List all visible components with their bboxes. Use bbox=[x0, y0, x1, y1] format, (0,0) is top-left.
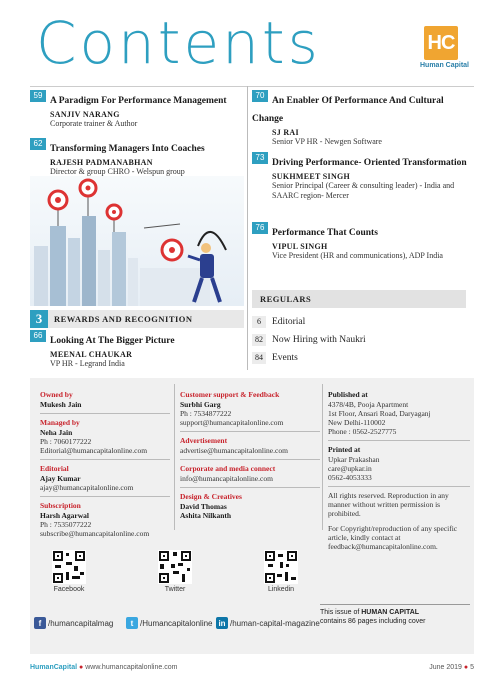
qr-label-twitter: Twitter bbox=[164, 586, 186, 593]
author-name: SJ RAI bbox=[272, 128, 299, 137]
issue-note bbox=[320, 604, 470, 626]
toc-item-76[interactable] bbox=[252, 222, 470, 261]
support-email[interactable]: support@humancapitalonline.com bbox=[180, 418, 284, 427]
regulars-header: REGULARS bbox=[252, 290, 466, 308]
page-number: 76 bbox=[252, 222, 268, 234]
corp-email[interactable]: info@humancapitalonline.com bbox=[180, 474, 273, 483]
subscription-heading: Subscription bbox=[40, 501, 81, 510]
social-linkedin[interactable] bbox=[216, 617, 320, 629]
archer-illustration bbox=[30, 176, 244, 306]
author-role: Director & group CHRO - Welspun group bbox=[50, 167, 185, 176]
author-role: Senior Principal (Career & consulting leader) - India and SAARC region- Mercer bbox=[272, 181, 455, 200]
toc-item-73[interactable] bbox=[252, 152, 470, 201]
page-number: 66 bbox=[30, 330, 46, 342]
column-divider bbox=[247, 86, 248, 370]
regular-label: Editorial bbox=[272, 317, 306, 327]
footer-page-number: 5 bbox=[470, 664, 474, 671]
page-number: 84 bbox=[252, 352, 266, 364]
author-name: RAJESH PADMANABHAN bbox=[50, 158, 153, 167]
footer-brand: HumanCapital bbox=[30, 664, 78, 671]
section-label: REWARDS AND RECOGNITION bbox=[54, 314, 193, 324]
editorial-name: Ajay Kumar bbox=[40, 474, 81, 483]
rewards-section[interactable] bbox=[30, 310, 244, 328]
support-name: Surbhi Garg bbox=[180, 400, 221, 409]
published-phone: Phone : 0562-2527775 bbox=[328, 427, 397, 436]
qr-code-twitter[interactable] bbox=[158, 550, 192, 584]
managed-email[interactable]: Editorial@humancapitalonline.com bbox=[40, 446, 148, 455]
regular-label: Events bbox=[272, 353, 298, 363]
logo-text: Human Capital bbox=[420, 62, 470, 69]
masthead-col-1 bbox=[40, 390, 170, 542]
masthead-col-2 bbox=[180, 390, 320, 524]
article-title: A Paradigm For Performance Management bbox=[50, 96, 227, 106]
regular-item-editorial[interactable] bbox=[252, 316, 305, 328]
page-number: 62 bbox=[30, 138, 46, 150]
regular-label: Now Hiring with Naukri bbox=[272, 335, 366, 345]
page-number: 82 bbox=[252, 334, 266, 346]
masthead-col-3 bbox=[328, 390, 470, 555]
author-role: VP HR - Legrand India bbox=[50, 359, 125, 368]
article-title: Transforming Managers Into Coaches bbox=[50, 144, 205, 154]
published-line-2: 1st Floor, Ansari Road, Daryaganj bbox=[328, 409, 431, 418]
article-title: An Enabler Of Performance And Cultural Change bbox=[252, 96, 444, 124]
facebook-icon: f bbox=[34, 617, 46, 629]
editorial-email[interactable]: ajay@humancapitalonline.com bbox=[40, 483, 134, 492]
toc-item-59[interactable] bbox=[30, 90, 244, 129]
author-name: VIPUL SINGH bbox=[272, 242, 328, 251]
subscription-phone: Ph : 7535077222 bbox=[40, 520, 92, 529]
qr-label-facebook: Facebook bbox=[53, 586, 85, 593]
editorial-heading: Editorial bbox=[40, 464, 69, 473]
column-separator bbox=[174, 384, 175, 530]
qr-code-facebook[interactable] bbox=[52, 550, 86, 584]
footer-site[interactable]: www.humancapitalonline.com bbox=[85, 664, 178, 671]
note-prefix: This issue of bbox=[320, 609, 362, 616]
social-facebook[interactable] bbox=[34, 617, 113, 629]
published-heading: Published at bbox=[328, 390, 368, 399]
printed-heading: Printed at bbox=[328, 445, 361, 454]
page-title: Contents bbox=[36, 9, 321, 77]
note-brand: HUMAN CAPITAL bbox=[361, 609, 420, 616]
author-name: SUKHMEET SINGH bbox=[272, 172, 351, 181]
page-number: 59 bbox=[30, 90, 46, 102]
logo-mark: HC bbox=[427, 31, 455, 54]
page-number: 70 bbox=[252, 90, 268, 102]
article-title: Performance That Counts bbox=[272, 228, 378, 238]
author-name: SANJIV NARANG bbox=[50, 110, 120, 119]
regular-item-events[interactable] bbox=[252, 352, 298, 364]
owned-name: Mukesh Jain bbox=[40, 400, 82, 409]
owned-heading: Owned by bbox=[40, 390, 73, 399]
author-role: Senior VP HR - Newgen Software bbox=[272, 137, 382, 146]
social-handle: /humancapitalmag bbox=[48, 618, 114, 628]
design-heading: Design & Creatives bbox=[180, 492, 242, 501]
page-number: 6 bbox=[252, 316, 266, 328]
column-separator bbox=[322, 384, 323, 530]
note-suffix: contains 86 pages including cover bbox=[320, 618, 426, 625]
corp-heading: Corporate and media connect bbox=[180, 464, 276, 473]
page-footer: HumanCapital ● www.humancapitalonline.com June 2019 ● 5 bbox=[30, 664, 474, 671]
social-handle: /human-capital-magazine bbox=[230, 618, 320, 628]
illustration-graphic bbox=[30, 176, 244, 306]
author-role: Vice President (HR and communications), ADP India bbox=[272, 251, 443, 260]
hc-logo bbox=[424, 26, 458, 60]
social-twitter[interactable] bbox=[126, 617, 213, 629]
design-name-1: David Thomas bbox=[180, 502, 227, 511]
twitter-icon: t bbox=[126, 617, 138, 629]
design-name-2: Ashita Nilkanth bbox=[180, 511, 232, 520]
subscription-name: Harsh Agarwal bbox=[40, 511, 89, 520]
support-heading: Customer support & Feedback bbox=[180, 390, 280, 399]
managed-phone: Ph : 7060177222 bbox=[40, 437, 92, 446]
divider bbox=[30, 86, 474, 87]
author-role: Corporate trainer & Author bbox=[50, 119, 138, 128]
advert-heading: Advertisement bbox=[180, 436, 228, 445]
qr-code-linkedin[interactable] bbox=[264, 550, 298, 584]
printed-phone: 0562-4053333 bbox=[328, 473, 372, 482]
advert-email[interactable]: advertise@humancapitalonline.com bbox=[180, 446, 288, 455]
rights-text: All rights reserved. Reproduction in any manner without written permission is prohibited. bbox=[328, 491, 449, 518]
qr-label-linkedin: Linkedin bbox=[267, 586, 295, 593]
author-name: MEENAL CHAUKAR bbox=[50, 350, 133, 359]
managed-heading: Managed by bbox=[40, 418, 80, 427]
published-line-1: 4378/4B, Pooja Apartment bbox=[328, 400, 409, 409]
page-number: 73 bbox=[252, 152, 268, 164]
article-title: Looking At The Bigger Picture bbox=[50, 336, 175, 346]
toc-item-70[interactable] bbox=[252, 90, 470, 147]
subscription-email[interactable]: subscribe@humancapitalonline.com bbox=[40, 529, 150, 538]
regular-item-naukri[interactable] bbox=[252, 334, 366, 346]
managed-name: Neha Jain bbox=[40, 428, 73, 437]
copyright-text: For Copyright/reproduction of any specific article, kindly contact at feedback@humancapitalonline.com. bbox=[328, 524, 458, 551]
footer-date: June 2019 bbox=[429, 664, 462, 671]
toc-item-62[interactable] bbox=[30, 138, 244, 177]
article-title: Driving Performance- Oriented Transformation bbox=[272, 158, 467, 168]
printed-name: Upkar Prakashan bbox=[328, 455, 380, 464]
printed-email[interactable]: care@upkar.in bbox=[328, 464, 372, 473]
support-phone: Ph : 7534877222 bbox=[180, 409, 232, 418]
toc-item-66[interactable] bbox=[30, 330, 244, 369]
linkedin-icon: in bbox=[216, 617, 228, 629]
published-line-3: New Delhi-110002 bbox=[328, 418, 386, 427]
page-number: 3 bbox=[30, 310, 48, 328]
social-handle: /Humancapitalonline bbox=[140, 618, 213, 628]
